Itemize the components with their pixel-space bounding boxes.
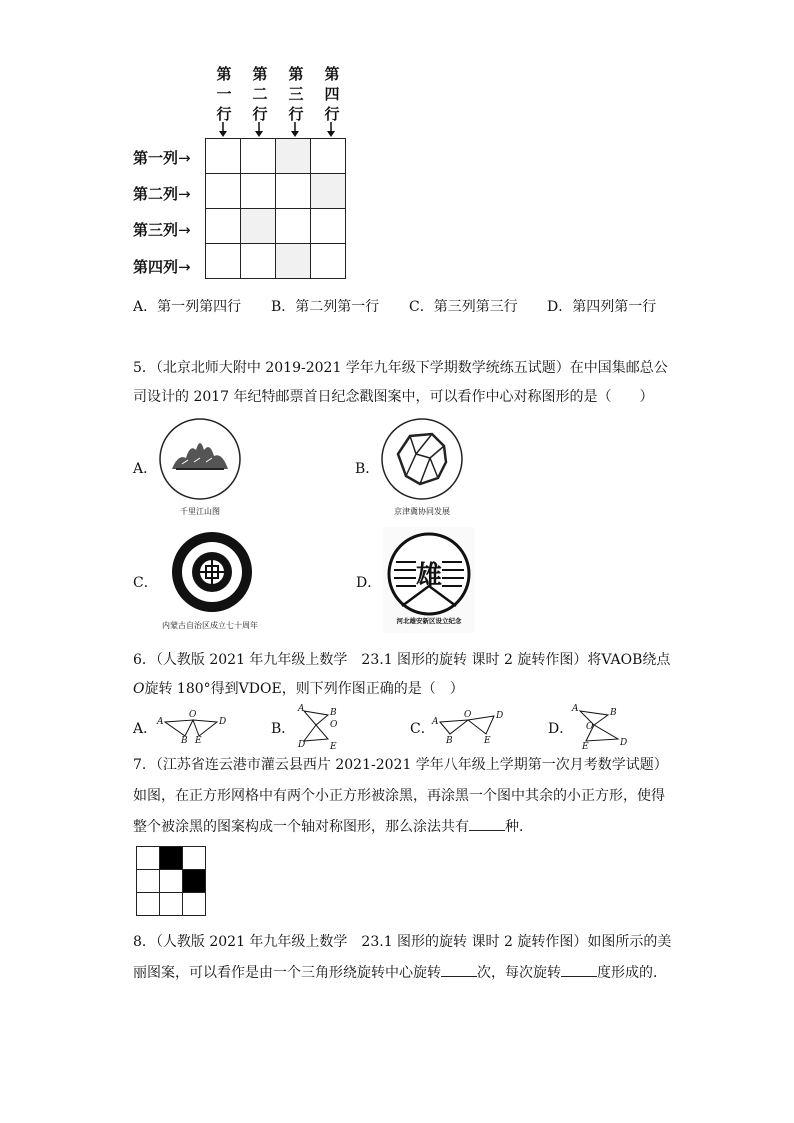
arrow-down-icon xyxy=(218,122,228,138)
stamp-caption: 河北雄安新区设立纪念 xyxy=(396,617,462,625)
option-b[interactable]: B． xyxy=(355,461,380,477)
svg-text:D: D xyxy=(496,711,504,721)
answer-blank[interactable] xyxy=(441,962,477,977)
option-d[interactable]: D． xyxy=(548,721,574,737)
svg-text:B: B xyxy=(330,708,337,718)
option-a[interactable]: A． xyxy=(133,461,158,477)
option-a[interactable]: A．第一列第四行 xyxy=(133,299,242,315)
svg-text:D: D xyxy=(219,717,227,727)
svg-text:A: A xyxy=(432,717,439,727)
stamp-b xyxy=(380,414,464,518)
answer-blank[interactable] xyxy=(469,816,505,831)
answer-blank[interactable] xyxy=(561,962,597,977)
svg-text:E: E xyxy=(484,736,491,744)
svg-text:E: E xyxy=(195,736,202,744)
arrow-down-icon xyxy=(290,122,300,138)
option-d[interactable]: D． xyxy=(356,575,382,591)
shading-grid xyxy=(136,846,206,916)
stamp-caption: 内蒙古自治区成立七十周年 xyxy=(162,621,258,630)
stamp-caption: 千里江山图 xyxy=(180,507,220,516)
column-header-3: 第 三 行 xyxy=(288,65,304,123)
option-c[interactable]: C． xyxy=(410,721,435,737)
svg-text:B: B xyxy=(610,708,617,718)
row-label-2: 第二列→ xyxy=(133,185,191,203)
arrow-right-icon: → xyxy=(178,185,191,203)
stamp-d xyxy=(382,526,476,634)
svg-text:E: E xyxy=(330,742,337,749)
arrow-down-icon xyxy=(254,122,264,138)
svg-text:D: D xyxy=(298,740,306,749)
rotation-figure-a xyxy=(155,708,235,744)
svg-text:O: O xyxy=(586,722,594,732)
option-d[interactable]: D．第四列第一行 xyxy=(547,299,657,315)
svg-text:O: O xyxy=(189,710,197,720)
option-c[interactable]: C．第三列第三行 xyxy=(409,299,518,315)
question-8-text: 8．（人教版 2021 年九年级上数学 23.1 图形的旋转 课时 2 旋转作图）如图所示的美丽图案，可以看作是由一个三角形绕旋转中心旋转 次，每次旋转 度形成的． xyxy=(133,934,672,981)
row-label-3: 第三列→ xyxy=(133,221,191,239)
arrow-right-icon: → xyxy=(178,221,191,239)
svg-text:E: E xyxy=(582,742,589,749)
svg-text:A: A xyxy=(572,704,579,714)
svg-text:A: A xyxy=(298,704,305,714)
stamp-center-char: 雄 xyxy=(415,561,443,591)
question-6-text: 6．（人教版 2021 年九年级上数学 23.1 图形的旋转 课时 2 旋转作图）将VAOB绕点 O旋转 180°得到VDOE，则下列作图正确的是（ ） xyxy=(133,652,671,697)
option-b[interactable]: B．第二列第一行 xyxy=(271,299,380,315)
stamp-a xyxy=(158,414,242,518)
column-header-1: 第 一 行 xyxy=(216,65,232,123)
svg-text:B: B xyxy=(181,736,188,744)
rotation-figure-d xyxy=(568,703,632,749)
row-label-4: 第四列→ xyxy=(133,258,191,276)
question-5-text: 5．（北京北师大附中 2019-2021 学年九年级下学期数学统练五试题）在中国集邮总公司设计的 2017 年纪特邮票首日纪念戳图案中，可以看作中心对称图形的是（ ） xyxy=(133,360,668,405)
rotation-figure-b xyxy=(294,703,354,749)
svg-text:B: B xyxy=(446,736,453,744)
option-a[interactable]: A． xyxy=(133,721,158,737)
stamp-caption: 京津冀协同发展 xyxy=(394,507,450,516)
stamp-c xyxy=(162,526,272,632)
arrow-right-icon: → xyxy=(178,149,191,167)
arrow-down-icon xyxy=(326,122,336,138)
row-label-1: 第一列→ xyxy=(133,149,191,167)
svg-text:O: O xyxy=(464,710,472,720)
svg-text:O: O xyxy=(330,720,338,730)
arrow-right-icon: → xyxy=(178,258,191,276)
option-c[interactable]: C． xyxy=(133,575,158,591)
svg-text:A: A xyxy=(157,717,164,727)
question-7-text: 7．（江苏省连云港市灌云县西片 2021-2021 学年八年级上学期第一次月考数学试题）如图，在正方形网格中有两个小正方形被涂黑，再涂黑一个图中其余的小正方形，使得整个被涂黑的图案构成一个轴对称图形，那么涂法共有 种． xyxy=(133,757,668,835)
option-b[interactable]: B． xyxy=(271,721,296,737)
rotation-figure-c xyxy=(430,708,510,744)
svg-text:D: D xyxy=(620,738,628,748)
column-header-4: 第 四 行 xyxy=(324,65,340,123)
column-header-2: 第 二 行 xyxy=(252,65,268,123)
seat-grid xyxy=(205,138,346,279)
